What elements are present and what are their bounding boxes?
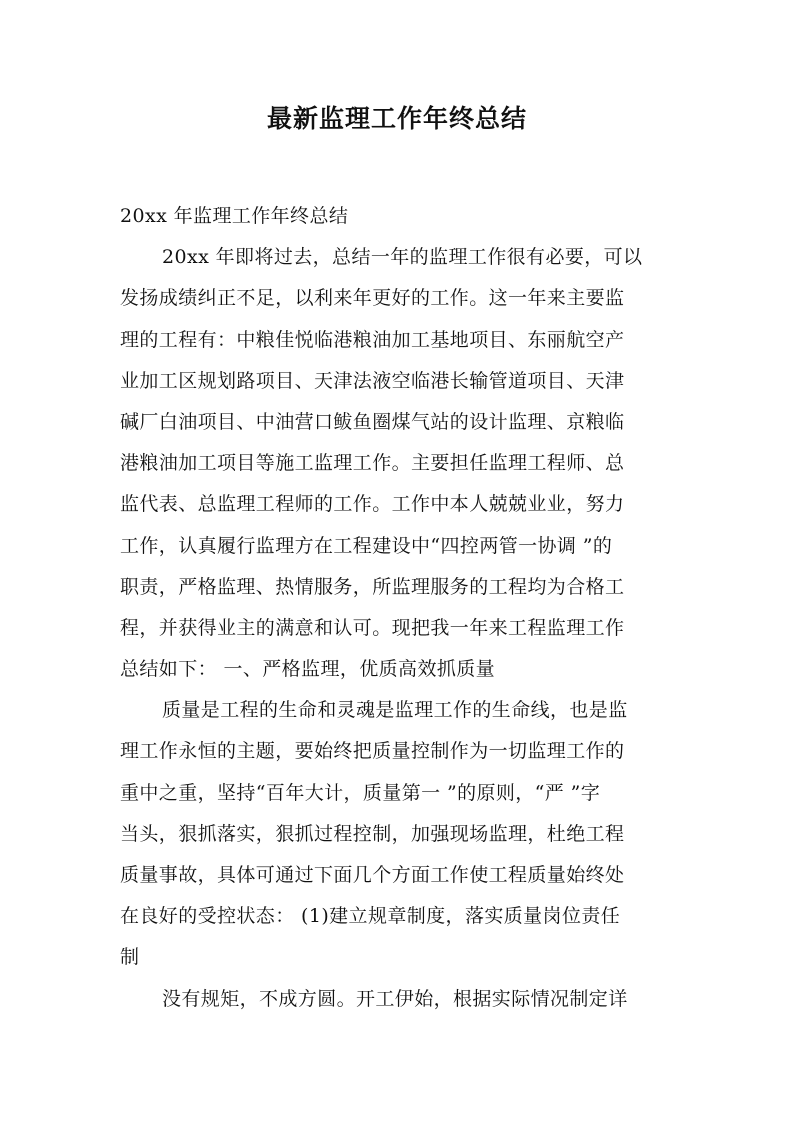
paragraph-line: 港粮油加工项目等施工监理工作。主要担任监理工程师、总 [120,452,625,475]
document-title: 最新监理工作年终总结 [266,104,527,133]
paragraph-line: 总结如下： 一、严格监理，优质高效抓质量 [120,658,496,681]
paragraph-line: 没有规矩，不成方圆。开工伊始，根据实际情况制定详 [162,987,628,1010]
paragraph-line: 质量是工程的生命和灵魂是监理工作的生命线，也是监 [162,699,628,722]
paragraph-line: 程，并获得业主的满意和认可。现把我一年来工程监理工作 [120,616,625,639]
paragraph-line: 业加工区规划路项目、天津法液空临港长输管道项目、天津 [120,369,625,392]
paragraph-line: 监代表、总监理工程师的工作。工作中本人兢兢业业，努力 [120,493,625,516]
paragraph-line: 在良好的受控状态： (1)建立规章制度，落实质量岗位责任 [120,905,621,928]
paragraph-line: 理工作永恒的主题，要始终把质量控制作为一切监理工作的 [120,740,625,763]
paragraph-line: 职责，严格监理、热情服务，所监理服务的工程均为合格工 [120,575,625,598]
paragraph-line: 发扬成绩纠正不足，以利来年更好的工作。这一年来主要监 [120,287,625,310]
paragraph-line: 质量事故，具体可通过下面几个方面工作使工程质量始终处 [120,864,625,886]
paragraph-line: 工作，认真履行监理方在工程建设中“四控两管一协调 ”的 [120,534,613,557]
document-body [120,196,676,1020]
paragraph-line: 理的工程有：中粮佳悦临港粮油加工基地项目、东丽航空产 [120,328,625,351]
paragraph-line: 碱厂白油项目、中油营口鲅鱼圈煤气站的设计监理、京粮临 [120,410,625,433]
section-heading: 20xx 年监理工作年终总结 [120,205,349,227]
paragraph-line: 当头，狠抓落实，狠抓过程控制，加强现场监理，杜绝工程 [120,822,625,845]
paragraph-line: 制 [120,946,140,969]
paragraph-line: 重中之重，坚持“百年大计，质量第一 ”的原则，“严 ”字 [120,781,601,804]
paragraph-line: 20xx 年即将过去，总结一年的监理工作很有必要，可以 [162,246,643,269]
